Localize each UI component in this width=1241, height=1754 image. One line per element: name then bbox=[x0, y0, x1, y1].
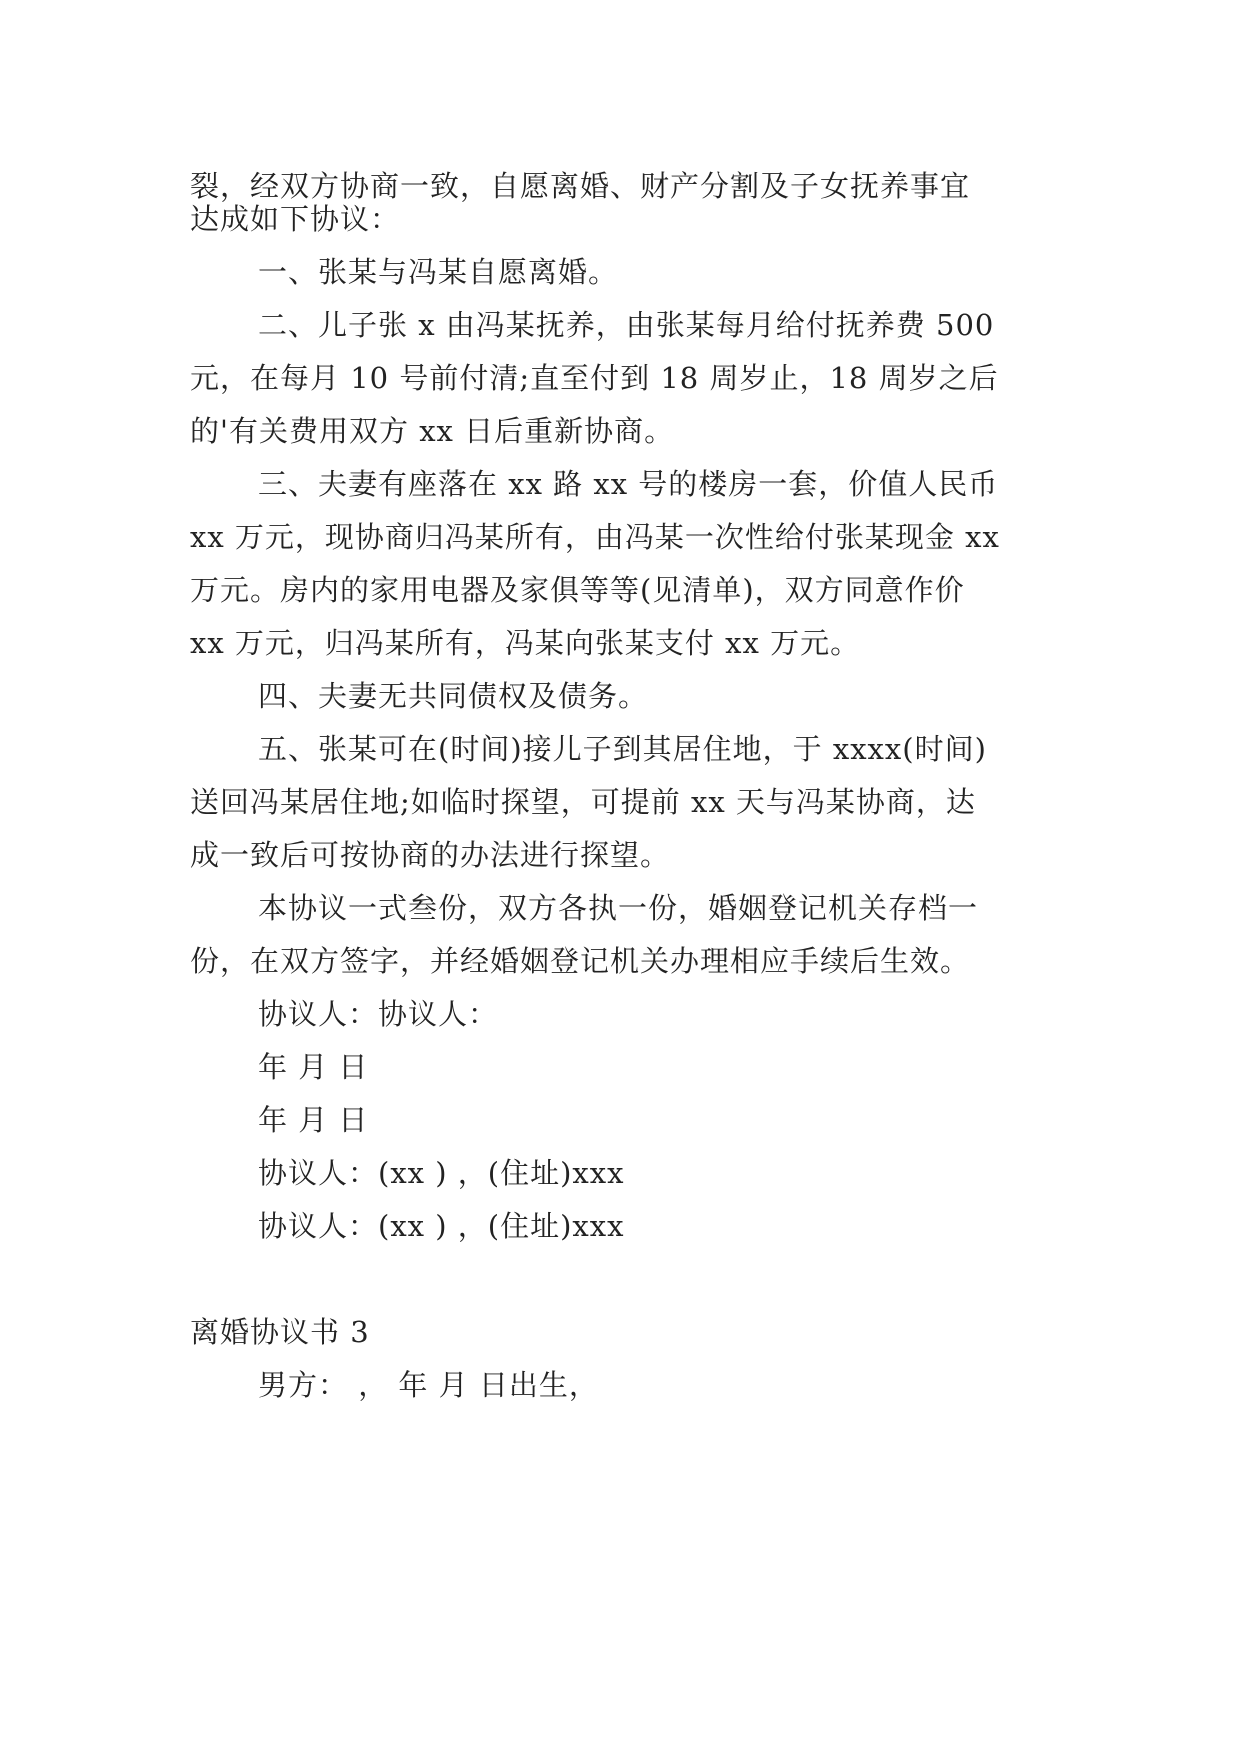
paragraph-line: 元，在每月 10 号前付清;直至付到 18 周岁止，18 周岁之后 bbox=[190, 361, 999, 395]
clause-line: 三、夫妻有座落在 xx 路 xx 号的楼房一套，价值人民币 bbox=[258, 467, 999, 501]
paragraph-line: xx 万元，现协商归冯某所有，由冯某一次性给付张某现金 xx bbox=[190, 520, 1000, 554]
paragraph-line: 的'有关费用双方 xx 日后重新协商。 bbox=[190, 414, 675, 448]
clause-line: 四、夫妻无共同债权及债务。 bbox=[258, 679, 649, 713]
paragraph-line: 送回冯某居住地;如临时探望，可提前 xx 天与冯某协商，达 bbox=[190, 785, 976, 819]
paragraph-line: 成一致后可按协商的办法进行探望。 bbox=[190, 838, 671, 872]
clause-line: 五、张某可在(时间)接儿子到其居住地，于 xxxx(时间) bbox=[258, 732, 987, 766]
date-line: 年 月 日 bbox=[258, 1103, 369, 1137]
signatory-address-line: 协议人：(xx ) ，(住址)xxx bbox=[258, 1156, 625, 1190]
paragraph-line: 裂，经双方协商一致，自愿离婚、财产分割及子女抚养事宜 bbox=[190, 169, 971, 203]
signatory-line: 协议人：协议人： bbox=[258, 997, 499, 1031]
clause-line: 二、儿子张 x 由冯某抚养，由张某每月给付抚养费 500 bbox=[258, 308, 995, 342]
party-line: 男方： ， 年 月 日出生， bbox=[258, 1368, 599, 1402]
date-line: 年 月 日 bbox=[258, 1050, 369, 1084]
signatory-address-line: 协议人：(xx ) ，(住址)xxx bbox=[258, 1209, 625, 1243]
clause-line: 一、张某与冯某自愿离婚。 bbox=[258, 255, 619, 289]
paragraph-line: 份，在双方签字，并经婚姻登记机关办理相应手续后生效。 bbox=[190, 944, 971, 978]
paragraph-line: 达成如下协议： bbox=[190, 202, 401, 236]
section-title: 离婚协议书 3 bbox=[190, 1315, 370, 1349]
clause-line: 本协议一式叁份，双方各执一份，婚姻登记机关存档一 bbox=[258, 891, 979, 925]
paragraph-line: 万元。房内的家用电器及家俱等等(见清单)，双方同意作价 bbox=[190, 573, 965, 607]
paragraph-line: xx 万元，归冯某所有，冯某向张某支付 xx 万元。 bbox=[190, 626, 861, 660]
